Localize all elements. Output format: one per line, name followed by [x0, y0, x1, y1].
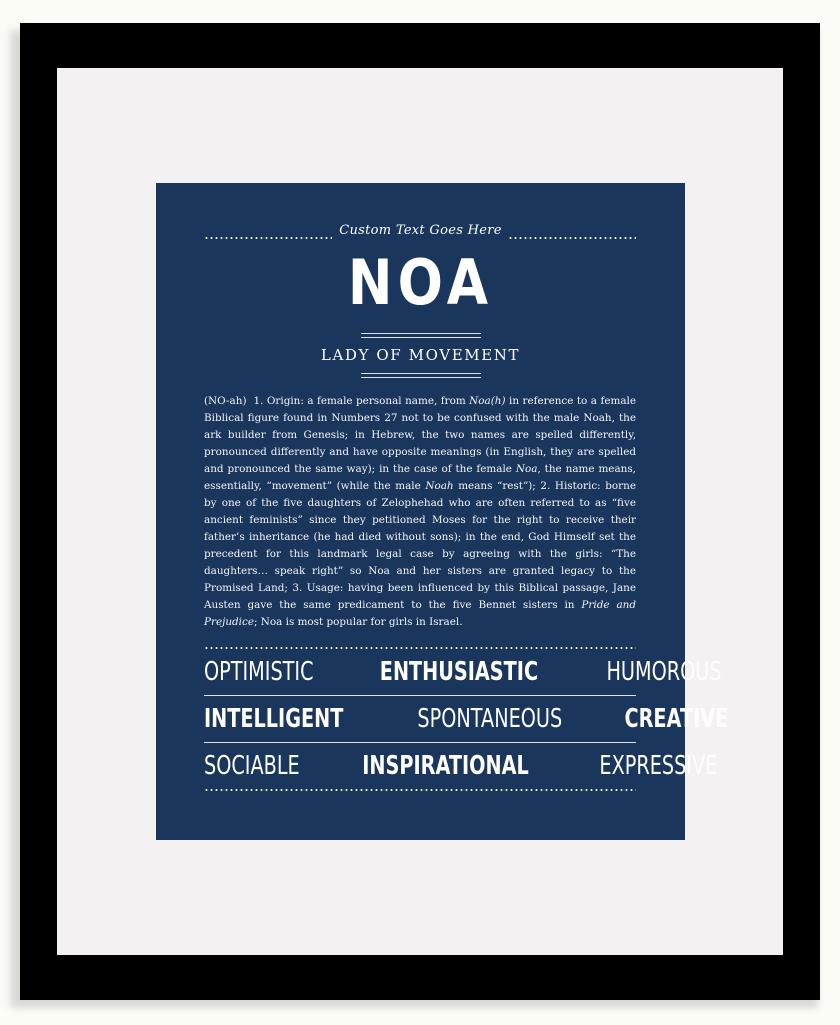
- definition-part-3: , the name means, essentially, “movement” (while the male: [204, 463, 636, 492]
- name-meaning: LADY OF MOVEMENT: [320, 346, 521, 364]
- custom-text-divider-right: [508, 237, 636, 239]
- traits-row-3: [204, 751, 718, 781]
- traits-row-1: [204, 657, 722, 687]
- traits-divider-2: [204, 742, 636, 743]
- trait-word: ENTHUSIASTIC: [379, 657, 539, 687]
- definition-italic-4: Pride and Prejudice: [204, 599, 636, 628]
- trait-word: INTELLIGENT: [204, 704, 344, 734]
- traits-divider-1: [204, 695, 636, 696]
- definition-italic-3: Noah: [425, 480, 454, 492]
- trait-word: SOCIABLE: [204, 751, 300, 781]
- traits-divider-bottom: [204, 789, 636, 791]
- definition-italic-1: Noa(h): [469, 395, 506, 407]
- definition-part-2: in reference to a female Biblical figure found in Numbers 27 not to be confused with the male Noah, the ark builder from Genesis; in Hebrew, the two names are spelled differently, pronounced differently and have opposite meanings (in English, they are spelled and pronounced the same way); in the case of the female: [204, 395, 636, 475]
- trait-word: EXPRESSIVE: [599, 751, 718, 781]
- definition-part-4: means “rest”); 2. Historic: borne by one of the five daughters of Zelophehad who are often referred to as “five ancient feminists” since they petitioned Moses for the right to receive their father’s inheritance (he had died without sons); in the end, God Himself set the precedent for this landmark legal case by agreeing with the girls: “The daughters… speak right” so Noa and her sisters are granted legacy to the Promised Land; 3. Usage: having been influenced by this Biblical passage, Jane Austen gave the same predicament to the five Bennet sisters in: [204, 480, 636, 611]
- trait-word: INSPIRATIONAL: [362, 751, 530, 781]
- trait-word: SPONTANEOUS: [417, 704, 563, 734]
- traits-row-2: [204, 704, 729, 734]
- trait-word: OPTIMISTIC: [204, 657, 314, 687]
- custom-text-divider-left: [204, 237, 332, 239]
- definition-part-1: 1. Origin: a female personal name, from: [253, 395, 470, 407]
- definition-italic-2: Noa: [515, 463, 538, 475]
- name-underline-bottom: [361, 337, 481, 338]
- name-print: [156, 183, 729, 840]
- trait-word: HUMOROUS: [606, 657, 722, 687]
- meaning-underline-top: [361, 373, 481, 374]
- meaning-underline-bottom: [361, 377, 481, 378]
- custom-text: Custom Text Goes Here: [339, 223, 502, 238]
- name-title: NOA: [347, 246, 494, 319]
- traits-divider-top: [204, 647, 636, 649]
- pronunciation: (NO-ah): [204, 395, 247, 407]
- trait-word: CREATIVE: [624, 704, 729, 734]
- name-underline-top: [361, 333, 481, 334]
- name-definition: [204, 393, 636, 631]
- definition-part-5: ; Noa is most popular for girls in Israel.: [253, 616, 463, 628]
